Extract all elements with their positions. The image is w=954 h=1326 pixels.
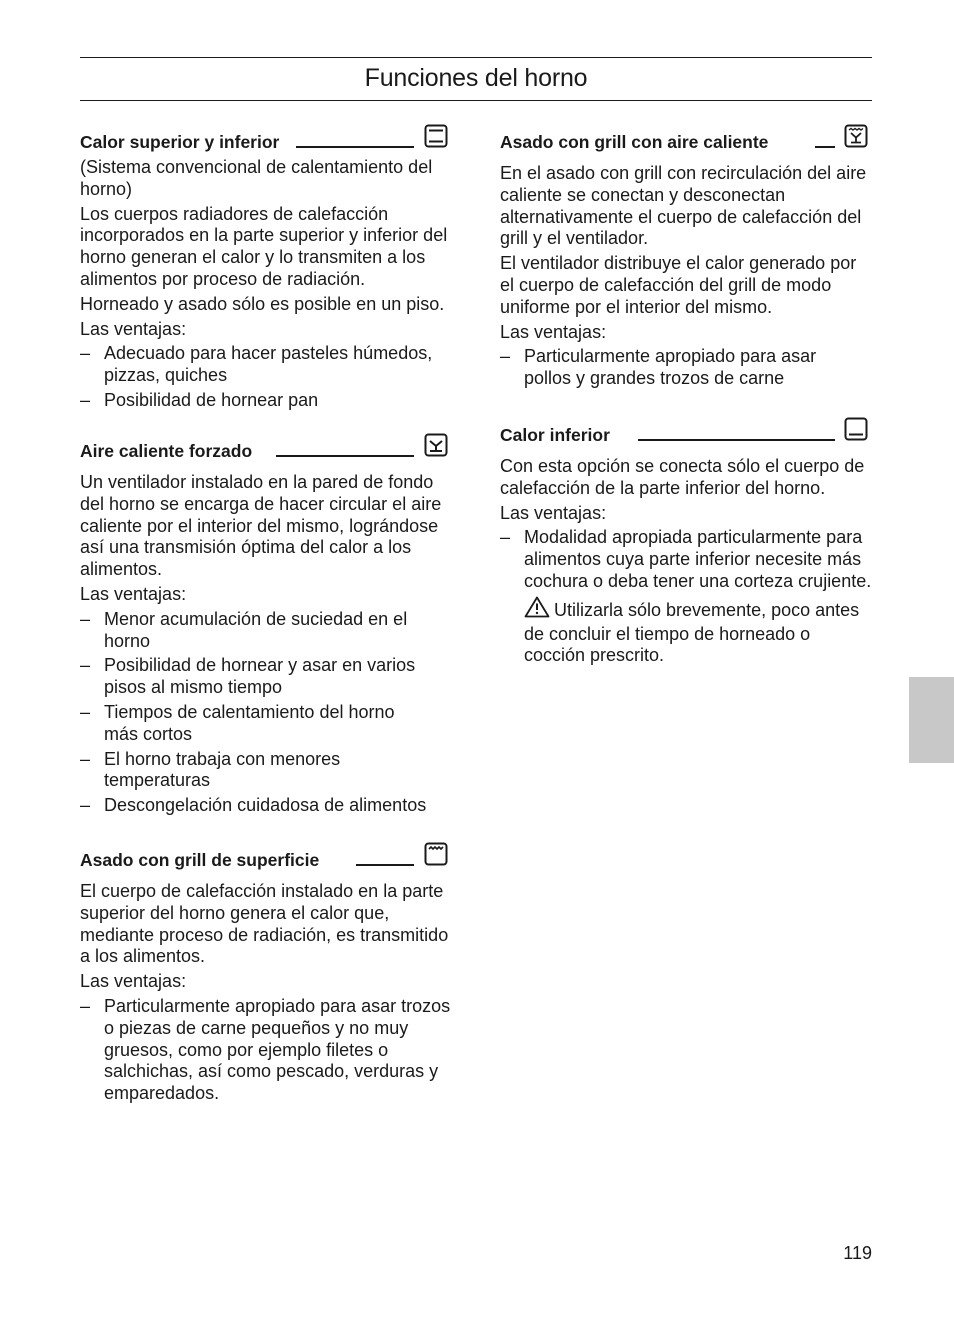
heading-text: Asado con grill de superficie — [80, 850, 320, 870]
section-heading — [500, 424, 874, 450]
paragraph: El ventilador distribuye el calor generado por el cuerpo de calefacción del grill de modo uniforme por el interior del mismo. — [500, 253, 857, 317]
bottom-heat-icon — [844, 417, 868, 446]
fan-icon — [424, 433, 448, 462]
paragraph: Un ventilador instalado en la pared de fondo del horno se encarga de hacer circular el aire caliente por el interior del mismo, lográndose así una transmisión óptima del calor a los alimentos. — [80, 472, 442, 580]
list-item-text: El horno trabaja con menores temperaturas — [104, 748, 341, 791]
advantages-list — [80, 609, 452, 817]
heading-rule — [356, 864, 414, 866]
warning-text: Utilizarla sólo brevemente, poco antes de concluir el tiempo de horneado o cocción prescrito. — [524, 599, 860, 666]
warning-note — [524, 596, 874, 667]
advantages-list — [80, 996, 452, 1105]
list-item — [500, 527, 874, 667]
list-item-text: Posibilidad de hornear pan — [104, 389, 319, 410]
section-heading — [80, 440, 452, 466]
list-item — [80, 996, 452, 1105]
header-bottom-rule — [80, 100, 872, 101]
heading-rule — [638, 439, 835, 441]
grill-fan-icon — [844, 124, 868, 153]
heading-rule — [296, 146, 414, 148]
advantages-label: Las ventajas: — [80, 583, 187, 604]
paragraph: (Sistema convencional de calentamiento del horno) — [80, 157, 433, 199]
dash: – — [80, 748, 91, 769]
paragraph: Los cuerpos radiadores de calefacción incorporados en la parte superior y inferior del horno generan el calor y lo transmiten a los alimentos por proceso de radiación. — [80, 203, 448, 289]
advantages-list — [500, 346, 874, 390]
list-item — [80, 795, 432, 817]
section-heading — [80, 131, 452, 157]
list-item — [80, 390, 452, 412]
section-top-bottom-heat — [80, 131, 452, 415]
warning-triangle-icon — [524, 596, 550, 624]
header-top-rule — [80, 57, 872, 58]
list-item-text: Modalidad apropiada particularmente para alimentos cuya parte inferior necesite más cochura o deba tener una corteza crujiente. — [524, 527, 872, 591]
section-forced-air — [80, 440, 452, 820]
section-heading — [500, 131, 874, 157]
dash: – — [80, 655, 91, 676]
list-item-text: Posibilidad de hornear y asar en varios pisos al mismo tiempo — [104, 655, 416, 698]
list-item — [80, 655, 432, 699]
list-item-text: Descongelación cuidadosa de alimentos — [104, 795, 427, 816]
dash: – — [80, 995, 91, 1016]
heading-text: Aire caliente forzado — [80, 441, 253, 461]
paragraph: Con esta opción se conecta sólo el cuerpo de calefacción de la parte inferior del horno. — [500, 456, 865, 498]
heading-text: Calor superior y inferior — [80, 132, 280, 152]
paragraph: El cuerpo de calefacción instalado en la parte superior del horno genera el calor que, mediante proceso de radiación, es transmitido a los alimentos. — [80, 881, 449, 967]
advantages-label: Las ventajas: — [500, 502, 607, 523]
list-item — [80, 343, 452, 387]
advantages-list — [500, 527, 874, 667]
list-item — [500, 346, 844, 390]
top-bottom-heat-icon — [424, 124, 448, 153]
paragraph: Horneado y asado sólo es posible en un piso. — [80, 293, 445, 314]
list-item-text: Menor acumulación de suciedad en el horno — [104, 608, 408, 651]
dash: – — [80, 701, 91, 722]
dash: – — [80, 389, 91, 410]
page-number: 119 — [843, 1243, 872, 1263]
section-grill-with-hot-air — [500, 131, 874, 393]
section-heading — [80, 849, 452, 875]
list-item — [80, 609, 432, 653]
list-item-text: Tiempos de calentamiento del horno más cortos — [104, 701, 395, 744]
dash: – — [500, 346, 511, 367]
dash: – — [80, 795, 91, 816]
heading-rule — [815, 146, 835, 148]
heading-rule — [276, 455, 414, 457]
section-bottom-heat — [500, 424, 874, 670]
advantages-label: Las ventajas: — [80, 318, 187, 339]
list-item — [80, 749, 432, 793]
heading-text: Calor inferior — [500, 425, 610, 445]
list-item-text: Particularmente apropiado para asar trozos o piezas de carne pequeños y no muy gruesos, como por ejemplo filetes o salchichas, así como pescado, verduras y emparedados. — [104, 995, 451, 1104]
page-title: Funciones del horno — [364, 64, 588, 92]
section-surface-grill — [80, 849, 452, 1108]
section-thumb-tab — [909, 677, 954, 763]
list-item-text: Particularmente apropiado para asar pollos y grandes trozos de carne — [524, 346, 817, 389]
grill-icon — [424, 842, 448, 871]
paragraph: En el asado con grill con recirculación del aire caliente se conectan y desconectan alternativamente el cuerpo de calefacción del grill y el ventilador. — [500, 163, 867, 249]
dash: – — [80, 608, 91, 629]
advantages-list — [80, 343, 452, 411]
list-item-text: Adecuado para hacer pasteles húmedos, pizzas, quiches — [104, 343, 433, 386]
dash: – — [500, 527, 511, 548]
advantages-label: Las ventajas: — [80, 971, 187, 992]
advantages-label: Las ventajas: — [500, 321, 607, 342]
heading-text: Asado con grill con aire caliente — [500, 132, 769, 152]
dash: – — [80, 343, 91, 364]
list-item — [80, 702, 432, 746]
